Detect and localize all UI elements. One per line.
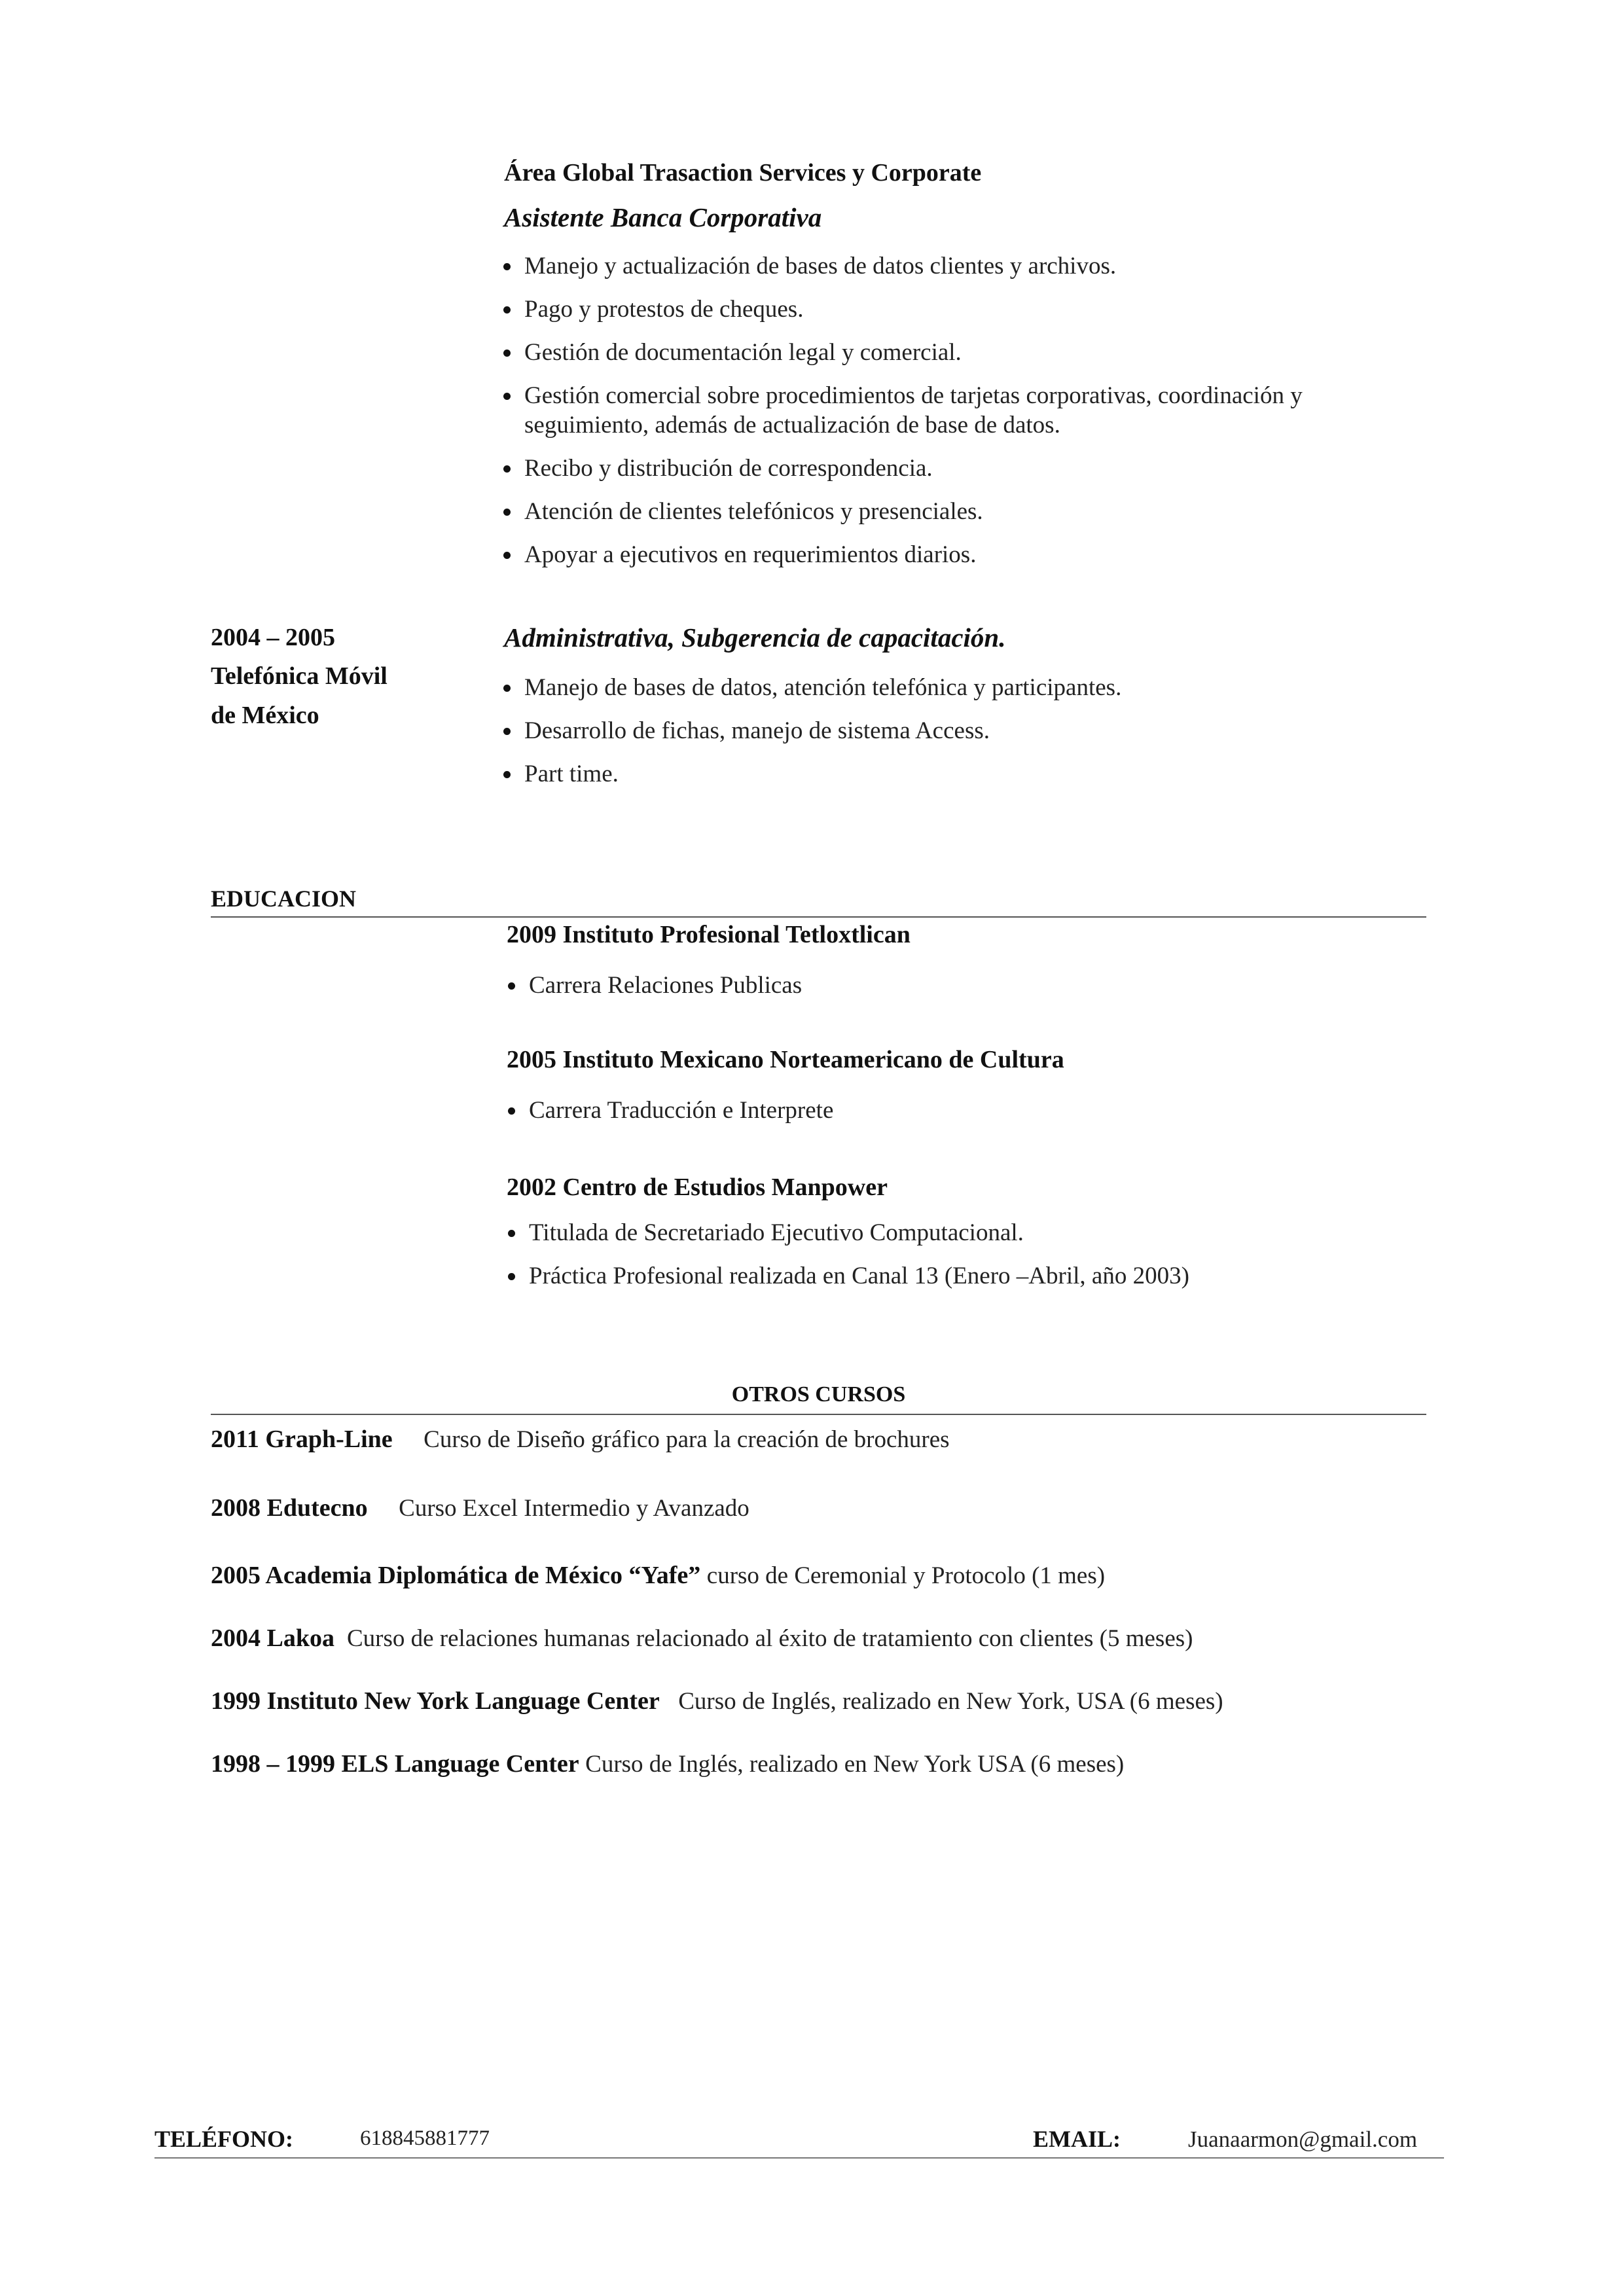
education-bullet-list [505,970,1422,1001]
course-row [211,1494,749,1522]
email-value[interactable]: Juanaarmon@gmail.com [1188,2126,1418,2152]
course-description: Curso de Inglés, realizado en New York USA (6 meses) [585,1751,1125,1778]
company-name: Telefónica Móvil [211,662,388,690]
list-item: Gestión comercial sobre procedimientos de tarjetas corporativas, coordinación y [501,380,1430,411]
course-name: 2005 Academia Diplomática de México “Yafe” [211,1562,701,1589]
list-item-continuation: seguimiento, además de actualización de base de datos. [524,412,1060,439]
list-item: Part time. [501,759,1430,789]
list-item: Manejo de bases de datos, atención telefónica y participantes. [501,672,1430,703]
education-title: 2009 Instituto Profesional Tetloxtlican [507,921,911,948]
courses-heading: OTROS CURSOS [731,1382,906,1407]
role-bullet-list [501,251,1430,583]
list-item: Desarrollo de fichas, manejo de sistema Access. [501,715,1430,746]
phone-label: TELÉFONO: [154,2126,294,2152]
role-years: 2004 – 2005 [211,624,335,651]
course-row [211,1624,1193,1653]
education-bullet-list [505,1095,1422,1126]
course-row [211,1687,1223,1715]
area-title: Área Global Trasaction Services y Corporate [504,159,982,187]
education-title: 2005 Instituto Mexicano Norteamericano de Cultura [507,1046,1064,1073]
course-name: 1999 Instituto New York Language Center [211,1687,660,1715]
education-bullet-list [505,1217,1422,1291]
footer-divider [154,2157,1444,2159]
course-description: Curso de Diseño gráfico para la creación de brochures [424,1426,950,1453]
phone-value: 618845881777 [360,2126,490,2150]
role-bullet-list [501,672,1430,802]
course-description: Curso Excel Intermedio y Avanzado [399,1495,749,1522]
role-title: Administrativa, Subgerencia de capacitación. [504,622,1006,653]
list-item: Manejo y actualización de bases de datos clientes y archivos. [501,251,1430,281]
course-name: 1998 – 1999 ELS Language Center [211,1750,579,1778]
list-item: Gestión de documentación legal y comercial. [501,337,1430,368]
course-row [211,1749,1124,1778]
education-heading: EDUCACION [211,886,357,912]
list-item: Práctica Profesional realizada en Canal 13 (Enero –Abril, año 2003) [505,1261,1422,1291]
list-item: Recibo y distribución de correspondencia. [501,453,1430,484]
education-title: 2002 Centro de Estudios Manpower [507,1174,888,1201]
list-item: Titulada de Secretariado Ejecutivo Computacional. [505,1217,1422,1248]
course-name: 2011 Graph-Line [211,1426,393,1453]
course-name: 2008 Edutecno [211,1494,368,1522]
course-description: Curso de relaciones humanas relacionado al éxito de tratamiento con clientes (5 meses) [346,1625,1193,1652]
list-item: Carrera Relaciones Publicas [505,970,1422,1001]
course-row [211,1425,950,1454]
role-title: Asistente Banca Corporativa [504,202,822,232]
list-item: Atención de clientes telefónicos y presenciales. [501,496,1430,527]
course-row [211,1561,1105,1590]
course-description: Curso de Inglés, realizado en New York, USA (6 meses) [678,1688,1223,1715]
section-divider [211,916,1426,918]
course-description: curso de Ceremonial y Protocolo (1 mes) [706,1562,1106,1589]
email-label: EMAIL: [1033,2126,1121,2152]
section-divider [211,1414,1426,1415]
course-name: 2004 Lakoa [211,1624,334,1652]
list-item: Pago y protestos de cheques. [501,294,1430,325]
company-name-cont: de México [211,702,319,729]
list-item: Carrera Traducción e Interprete [505,1095,1422,1126]
list-item: Apoyar a ejecutivos en requerimientos diarios. [501,539,1430,570]
